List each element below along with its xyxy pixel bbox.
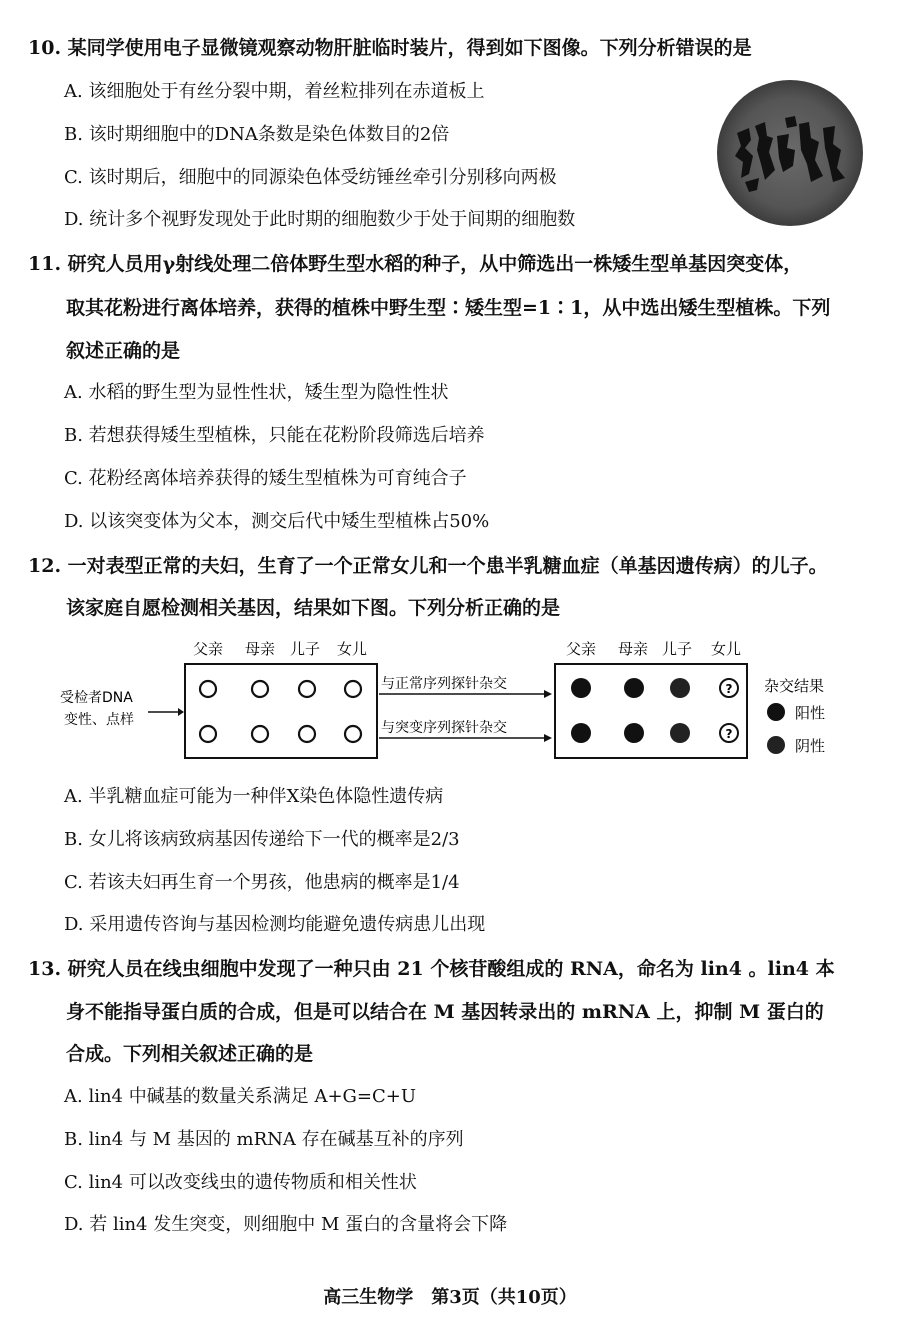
- right-member-son: 儿子: [662, 640, 693, 658]
- q13-stem-line-3: 合成。下列相关叙述正确的是: [66, 1043, 314, 1065]
- q12-stem-line-2: 该家庭自愿检测相关基因，结果如下图。下列分析正确的是: [66, 597, 561, 619]
- q12-option-a: A. 半乳糖血症可能为一种伴X染色体隐性遗传病: [64, 786, 444, 807]
- sample-dot: [345, 726, 361, 742]
- q13-option-d: D. 若 lin4 发生突变，则细胞中 M 蛋白的含量将会下降: [64, 1214, 508, 1235]
- legend-positive-dot: [767, 703, 785, 721]
- result-dot-negative: [670, 723, 690, 743]
- q12-stem-line-1: 12. 一对表型正常的夫妇，生育了一个正常女儿和一个患半乳糖血症（单基因遗传病）的儿子。: [28, 555, 828, 577]
- q11-option-c: C. 花粉经离体培养获得的矮生型植株为可育纯合子: [64, 468, 467, 489]
- legend-title: 杂交结果: [764, 677, 825, 695]
- result-dot-positive: [571, 723, 591, 743]
- result-box: [555, 664, 747, 758]
- unknown-mark: ?: [725, 727, 733, 741]
- sample-dot: [299, 726, 315, 742]
- left-member-mother: 母亲: [245, 640, 276, 658]
- q10-option-d: D. 统计多个视野发现处于此时期的细胞数少于处于间期的细胞数: [64, 209, 576, 230]
- right-member-mother: 母亲: [618, 640, 649, 658]
- right-member-father: 父亲: [566, 640, 597, 658]
- unknown-mark: ?: [725, 682, 733, 696]
- input-arrowhead: [178, 708, 184, 716]
- right-member-daughter: 女儿: [711, 640, 742, 658]
- q11-stem-line-2: 取其花粉进行离体培养，获得的植株中野生型∶矮生型=1∶1，从中选出矮生型植株。下列: [66, 297, 831, 319]
- sample-dot: [200, 681, 216, 697]
- micrograph-image: [715, 78, 865, 228]
- q11-option-a: A. 水稻的野生型为显性性状，矮生型为隐性性状: [64, 382, 449, 403]
- sample-dot: [200, 726, 216, 742]
- q11-option-b: B. 若想获得矮生型植株，只能在花粉阶段筛选后培养: [64, 425, 485, 446]
- q10-option-c: C. 该时期后，细胞中的同源染色体受纺锤丝牵引分别移向两极: [64, 167, 557, 188]
- left-member-son: 儿子: [290, 640, 321, 658]
- sample-box: [185, 664, 377, 758]
- legend-positive-label: 阳性: [795, 704, 826, 722]
- q13-option-c: C. lin4 可以改变线虫的遗传物质和相关性状: [64, 1172, 417, 1193]
- q10-stem: 10. 某同学使用电子显微镜观察动物肝脏临时装片，得到如下图像。下列分析错误的是: [28, 37, 752, 59]
- q11-stem-line-1: 11. 研究人员用γ射线处理二倍体野生型水稻的种子，从中筛选出一株矮生型单基因突变体，: [28, 253, 803, 275]
- probe-mutant-arrowhead: [544, 734, 552, 742]
- sample-label-2: 变性、点样: [64, 712, 134, 728]
- q13-option-b: B. lin4 与 M 基因的 mRNA 存在碱基互补的序列: [64, 1129, 464, 1150]
- q12-option-d: D. 采用遗传咨询与基因检测均能避免遗传病患儿出现: [64, 914, 486, 935]
- q11-stem-line-3: 叙述正确的是: [66, 340, 181, 362]
- probe-normal-label: 与正常序列探针杂交: [381, 676, 507, 692]
- result-dots: [571, 678, 738, 743]
- q11-option-d: D. 以该突变体为父本，测交后代中矮生型植株占50%: [64, 511, 490, 532]
- q12-option-b: B. 女儿将该病致病基因传递给下一代的概率是2/3: [64, 829, 460, 850]
- result-dot-positive: [571, 678, 591, 698]
- q10-option-b: B. 该时期细胞中的DNA条数是染色体数目的2倍: [64, 124, 450, 145]
- legend-negative-label: 阴性: [795, 737, 826, 755]
- legend-negative-dot: [767, 736, 785, 754]
- sample-dot: [252, 681, 268, 697]
- hybridization-diagram: [60, 636, 860, 771]
- q10-option-a: A. 该细胞处于有丝分裂中期，着丝粒排列在赤道板上: [64, 81, 485, 102]
- q13-stem-line-1: 13. 研究人员在线虫细胞中发现了一种只由 21 个核苷酸组成的 RNA，命名为 lin4 。lin4 本: [28, 958, 835, 980]
- q13-stem-line-2: 身不能指导蛋白质的合成，但是可以结合在 M 基因转录出的 mRNA 上，抑制 M 蛋白的: [66, 1001, 824, 1023]
- sample-label-1: 受检者DNA: [60, 690, 133, 706]
- q12-option-c: C. 若该夫妇再生育一个男孩，他患病的概率是1/4: [64, 872, 460, 893]
- sample-dot: [252, 726, 268, 742]
- left-member-daughter: 女儿: [337, 640, 368, 658]
- result-dot-positive: [624, 723, 644, 743]
- q13-option-a: A. lin4 中碱基的数量关系满足 A+G=C+U: [64, 1086, 417, 1107]
- left-member-father: 父亲: [193, 640, 224, 658]
- result-dot-negative: [670, 678, 690, 698]
- result-dot-positive: [624, 678, 644, 698]
- sample-dots: [200, 681, 361, 742]
- sample-dot: [299, 681, 315, 697]
- probe-normal-arrowhead: [544, 690, 552, 698]
- probe-mutant-label: 与突变序列探针杂交: [381, 720, 507, 736]
- page-footer: 高三生物学 第3页（共10页）: [323, 1287, 577, 1308]
- sample-dot: [345, 681, 361, 697]
